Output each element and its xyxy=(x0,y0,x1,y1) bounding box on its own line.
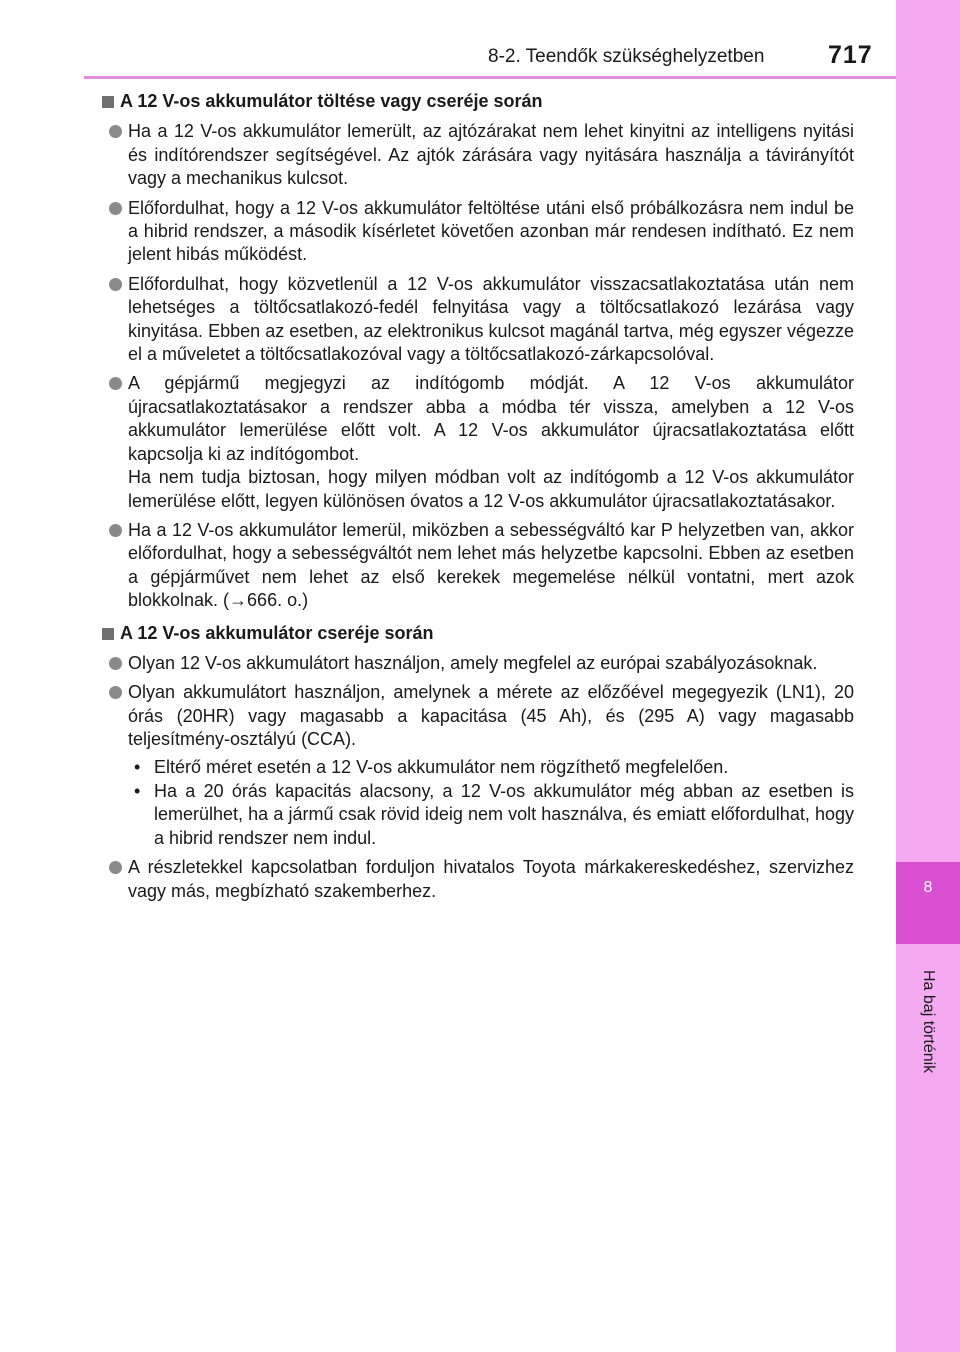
side-tab-chapter-box xyxy=(896,862,960,944)
list-item xyxy=(102,372,854,512)
header-rule xyxy=(84,76,896,79)
list-item xyxy=(102,273,854,367)
list-item-text: Olyan akkumulátort használjon, amelynek a mérete az előzőével megegyezik (LN1), 20 órás (20HR) vagy magasabb a kapacitása (45 Ah), és (295 A) vagy magasabb teljesítmény-osztályú (CCA). xyxy=(128,682,854,750)
circle-bullet-icon xyxy=(109,524,122,537)
dot-marker-icon: • xyxy=(134,780,141,801)
circle-bullet-icon xyxy=(109,686,122,699)
section-heading xyxy=(102,90,854,113)
list-item-text-continued: Ha nem tudja biztosan, hogy milyen módban volt az indítógomb a 12 V-os akkumulátor lemerülése előtt, legyen különösen óvatos a 12 V-os akkumulátor újracsatlakoztatásakor. xyxy=(128,467,854,511)
list-item xyxy=(102,120,854,190)
chapter-title: Ha baj történik xyxy=(920,970,937,1074)
circle-bullet-icon xyxy=(109,861,122,874)
page-number: 717 xyxy=(828,41,873,69)
list-item xyxy=(102,856,854,903)
chapter-title-container xyxy=(896,954,960,1090)
square-bullet-icon xyxy=(102,96,114,108)
sub-list-item xyxy=(128,756,854,779)
section-heading-text: A 12 V-os akkumulátor cseréje során xyxy=(120,622,434,643)
list-item xyxy=(102,519,854,613)
circle-bullet-icon xyxy=(109,657,122,670)
sub-list-item xyxy=(128,780,854,850)
sub-list xyxy=(128,756,854,851)
side-tab-top xyxy=(896,0,960,862)
sub-list-item-text: Eltérő méret esetén a 12 V-os akkumulátor nem rögzíthető megfelelően. xyxy=(154,756,729,777)
list-item xyxy=(102,652,854,675)
list-item-text: Olyan 12 V-os akkumulátort használjon, amely megfelel az európai szabályozásoknak. xyxy=(128,652,818,673)
section-heading-text: A 12 V-os akkumulátor töltése vagy cseréje során xyxy=(120,91,543,111)
dot-marker-icon: • xyxy=(134,756,141,777)
section-heading xyxy=(102,622,854,645)
list-item-text: Előfordulhat, hogy a 12 V-os akkumulátor feltöltése utáni első próbálkozásra nem indul be a hibrid rendszer, a második kísérletet követően azonban már rendesen indítható. Ez nem jelent hibás működést. xyxy=(128,197,854,265)
sub-list-item-text: Ha a 20 órás kapacitás alacsony, a 12 V-os akkumulátor még abban az esetben is lemerülhet, ha a jármű csak rövid ideig nem volt használva, és emiatt előfordulhat, hogy a hibrid rendszer nem indul. xyxy=(154,780,854,848)
list-item-text: Ha a 12 V-os akkumulátor lemerült, az ajtózárakat nem lehet kinyitni az intelligens nyitási és indítórendszer segítségével. Az ajtók zárására vagy nyitására használja a távirányítót vagy a mechanikus kulcsot. xyxy=(128,121,854,189)
circle-bullet-icon xyxy=(109,125,122,138)
chapter-number: 8 xyxy=(923,879,933,896)
square-bullet-icon xyxy=(102,628,114,640)
circle-bullet-icon xyxy=(109,377,122,390)
list-item-text: A gépjármű megjegyzi az indítógomb módját. A 12 V-os akkumulátor újracsatlakoztatásakor a rendszer abba a módba tér vissza, amelyben a 12 V-os akkumulátor lemerülése előtt volt. A 12 V-os akkumulátor újracsatlakoztatása előtt kapcsolja ki az indítógombot. xyxy=(128,373,854,464)
circle-bullet-icon xyxy=(109,278,122,291)
list-item-text: Ha a 12 V-os akkumulátor lemerül, miközben a sebességváltó kar P helyzetben van, akkor előfordulhat, hogy a sebességváltót nem lehet más helyzetbe kapcsolni. Ebben az esetben a gépjárművet nem lehet az első kerekek megemelése nélkül vontatni, mert azok blokkolnak. (→666. o.) xyxy=(128,519,854,611)
main-content xyxy=(102,90,854,909)
circle-bullet-icon xyxy=(109,202,122,215)
list-item xyxy=(102,197,854,267)
list-item-text: Előfordulhat, hogy közvetlenül a 12 V-os akkumulátor visszacsatlakoztatása után nem lehetséges a töltőcsatlakozó-fedél felnyitása vagy a töltőcsatlakozó lezárása vagy kinyitása. Ebben az esetben, az elektronikus kulcsot magánál tartva, még egyszer végezze el a műveletet a töltőcsatlakozóval vagy a töltőcsatlakozó-zárkapcsolóval. xyxy=(128,273,854,365)
list-item-text: A részletekkel kapcsolatban forduljon hivatalos Toyota márkakereskedéshez, szervizhez vagy más, megbízható szakemberhez. xyxy=(128,857,854,901)
list-item xyxy=(102,681,854,850)
section-header: 8-2. Teendők szükséghelyzetben xyxy=(488,46,765,67)
